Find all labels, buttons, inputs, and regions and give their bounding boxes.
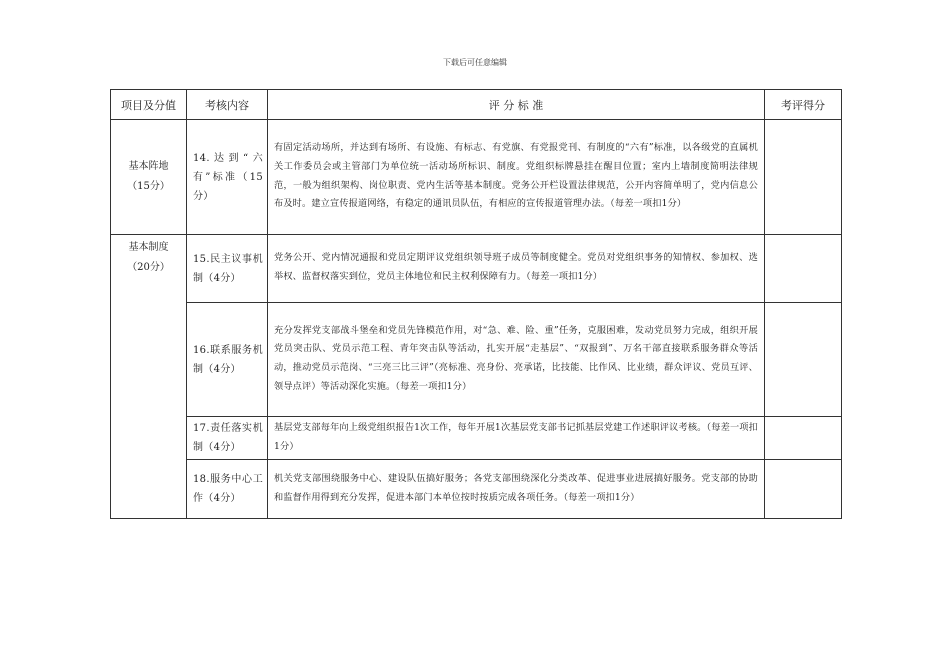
category-name: 基本制度 xyxy=(128,242,169,253)
standard-cell: 基层党支部每年向上级党组织报告1次工作，每年开展1次基层党支部书记抓基层党建工作述职评议考核。（每差一项扣1分） xyxy=(268,417,765,460)
category-cell xyxy=(111,235,187,519)
item-cell: 18.服务中心工作（4分） xyxy=(187,460,268,519)
category-score: （20分） xyxy=(127,262,170,273)
standard-cell: 党务公开、党内情况通报和党员定期评议党组织领导班子成员等制度健全。党员对党组织事务的知情权、参加权、选举权、监督权落实到位，党员主体地位和民主权利保障有力。（每差一项扣1分） xyxy=(268,235,765,303)
standard-cell: 机关党支部围绕服务中心、建设队伍搞好服务；各党支部围绕深化分类改革、促进事业进展搞好服务。党支部的协助和监督作用得到充分发挥，促进本部门本单位按时按质完成各项任务。（每差一项扣1分） xyxy=(268,460,765,519)
score-cell[interactable] xyxy=(765,460,842,519)
table-row xyxy=(111,303,842,417)
item-cell: 16.联系服务机制（4分） xyxy=(187,303,268,417)
table-row xyxy=(111,235,842,303)
score-cell[interactable] xyxy=(765,303,842,417)
standard-cell: 有固定活动场所，并达到有场所、有设施、有标志、有党旗、有党报党刊、有制度的“六有”标准，以各级党的直属机关工作委员会或主管部门为单位统一活动场所标识、制度。党组织标牌悬挂在醒目位置；室内上墙制度简明法律规范，一般为组织架构、岗位职责、党内生活等基本制度。党务公开栏设置法律规范，公开内容简单明了，党内信息公布及时。建立宣传报道网络，有稳定的通讯员队伍，有相应的宣传报道管理办法。（每差一项扣1分） xyxy=(268,120,765,235)
table-row xyxy=(111,417,842,460)
header-category: 项目及分值 xyxy=(111,90,187,120)
item-cell: 15.民主议事机制（4分） xyxy=(187,235,268,303)
evaluation-table xyxy=(110,89,842,519)
score-cell[interactable] xyxy=(765,417,842,460)
score-cell[interactable] xyxy=(765,120,842,235)
page-header: 下载后可任意编辑 xyxy=(443,58,507,67)
table-row xyxy=(111,460,842,519)
table-row xyxy=(111,120,842,235)
header-standard: 评 分 标 准 xyxy=(268,90,765,120)
item-cell: 14.达到“六有”标准（15分） xyxy=(187,120,268,235)
table-header-row xyxy=(111,90,842,120)
header-item: 考核内容 xyxy=(187,90,268,120)
category-cell xyxy=(111,120,187,235)
standard-cell: 充分发挥党支部战斗堡垒和党员先锋模范作用，对“急、难、险、重”任务，克服困难，发动党员努力完成，组织开展党员突击队、党员示范工程、青年突击队等活动，扎实开展“走基层”、“双报到”、万名干部直接联系服务群众等活动，推动党员示范岗、“三亮三比三评”（亮标准、亮身份、亮承诺，比技能、比作风、比业绩，群众评议、党员互评、领导点评）等活动深化实施。（每差一项扣1分） xyxy=(268,303,765,417)
score-cell[interactable] xyxy=(765,235,842,303)
header-score: 考评得分 xyxy=(765,90,842,120)
category-name: 基本阵地 xyxy=(128,161,169,172)
category-score: （15分） xyxy=(127,181,170,192)
item-cell: 17.责任落实机制（4分） xyxy=(187,417,268,460)
